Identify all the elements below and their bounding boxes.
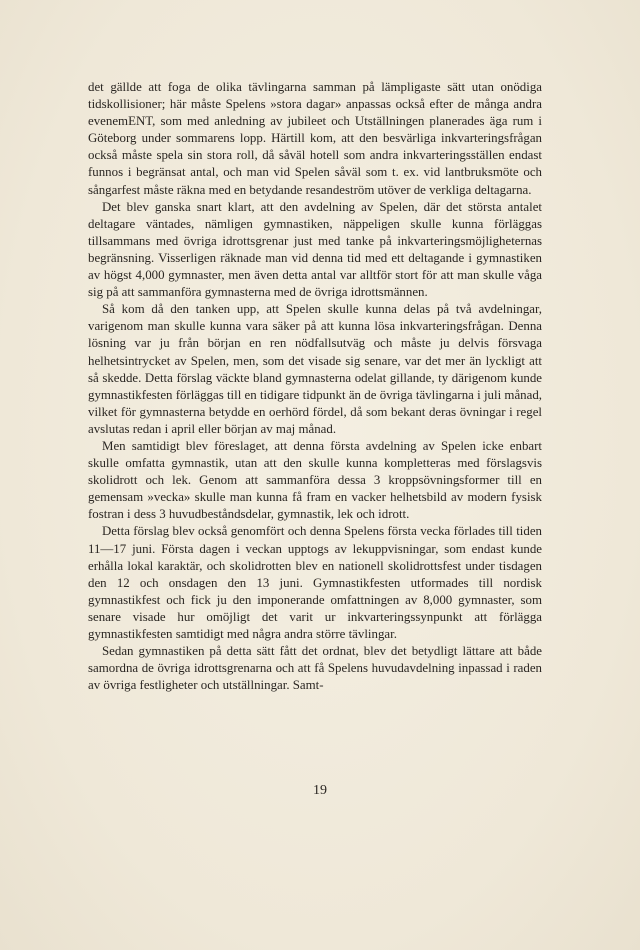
paragraph-1: det gällde att foga de olika tävlingarna samman på lämpligaste sätt utan onödiga tidskollisioner; här måste Spelens »stora dagar» anpassas också efter de många andra evenemENT, som med anledning av jubileet och Utställningen planerades äga rum i Göteborg under sommarens lopp. Härtill kom, att den besvärliga inkvarteringsfrågan också måste spela sin stora roll, då såväl hotell som andra inkvarteringsställen endast funnos i begränsat antal, och man vid Spelen såväl som t. ex. vid lantbruksmöte och sångarfest måste räkna med en betydande resandeström utöver de verkliga deltagarna.: [88, 80, 542, 197]
paragraph-4: Men samtidigt blev föreslaget, att denna första avdelning av Spelen icke enbart skulle omfatta gymnastik, utan att den skulle kunna kompletteras med förslagsvis skolidrott och lek. Genom att sammanföra dessa 3 kroppsövningsformer till en gemensam »vecka» skulle man kunna få fram en vacker helhetsbild av modern fysisk fostran i dess 3 huvudbeståndsdelar, gymnastik, lek och idrott.: [88, 438, 542, 522]
body-text: [88, 79, 542, 694]
paragraph-5: Detta förslag blev också genomfört och denna Spelens första vecka förlades till tiden 11—17 juni. Första dagen i veckan upptogs av lekuppvisningar, som endast kunde erhålla lokal karaktär, och skolidrotten blev en nationell skolidrottsfest under tisdagen den 12 och onsdagen den 13 juni. Gymnastikfesten utformades till nordisk gymnastikfest och fick ju den imponerande omfattningen av 8,000 gymnaster, som senare visade hur omöjligt det varit ur inkvarteringssynpunkt att förlägga gymnastikfesten samtidigt med några andra större tävlingar.: [88, 524, 542, 641]
page-number: 19: [313, 783, 327, 798]
paragraph-6: Sedan gymnastiken på detta sätt fått det ordnat, blev det betydligt lättare att både samordna de övriga idrottsgrenarna och att få Spelens huvudavdelning inpassad i raden av övriga festligheter och utställningar. Samt-: [88, 644, 542, 693]
paragraph-3: Så kom då den tanken upp, att Spelen skulle kunna delas på två avdelningar, varigenom man skulle kunna vara säker på att kunna lösa inkvarteringsfrågan. Denna lösning var ju från början en ren nödfallsutväg och måste ju delvis försvaga helhetsintrycket av Spelen, men, som det visade sig senare, var det mer än lyckligt att så skedde. Detta förslag väckte bland gymnasterna odelat gillande, ty därigenom kunde gymnastikfesten förläggas till en tidigare tidpunkt än de övriga tävlingarna i juli månad, vilket för gymnasterna betydde en oerhörd fördel, då som bekant deras övningar i regel avslutas redan i april eller början av maj månad.: [88, 302, 542, 436]
paragraph-2: Det blev ganska snart klart, att den avdelning av Spelen, där det största antalet deltagare väntades, nämligen gymnastiken, näppeligen skulle kunna förläggas tillsammans med övriga idrottsgrenar just med tanke på inkvarteringsmöjligheternas begränsning. Visserligen räknade man vid denna tid med ett deltagande i gymnastiken av högst 4,000 gymnaster, men även detta antal var alltför stort för att man skulle våga sig på att sammanföra gymnasterna med de övriga idrottsmännen.: [88, 199, 542, 300]
